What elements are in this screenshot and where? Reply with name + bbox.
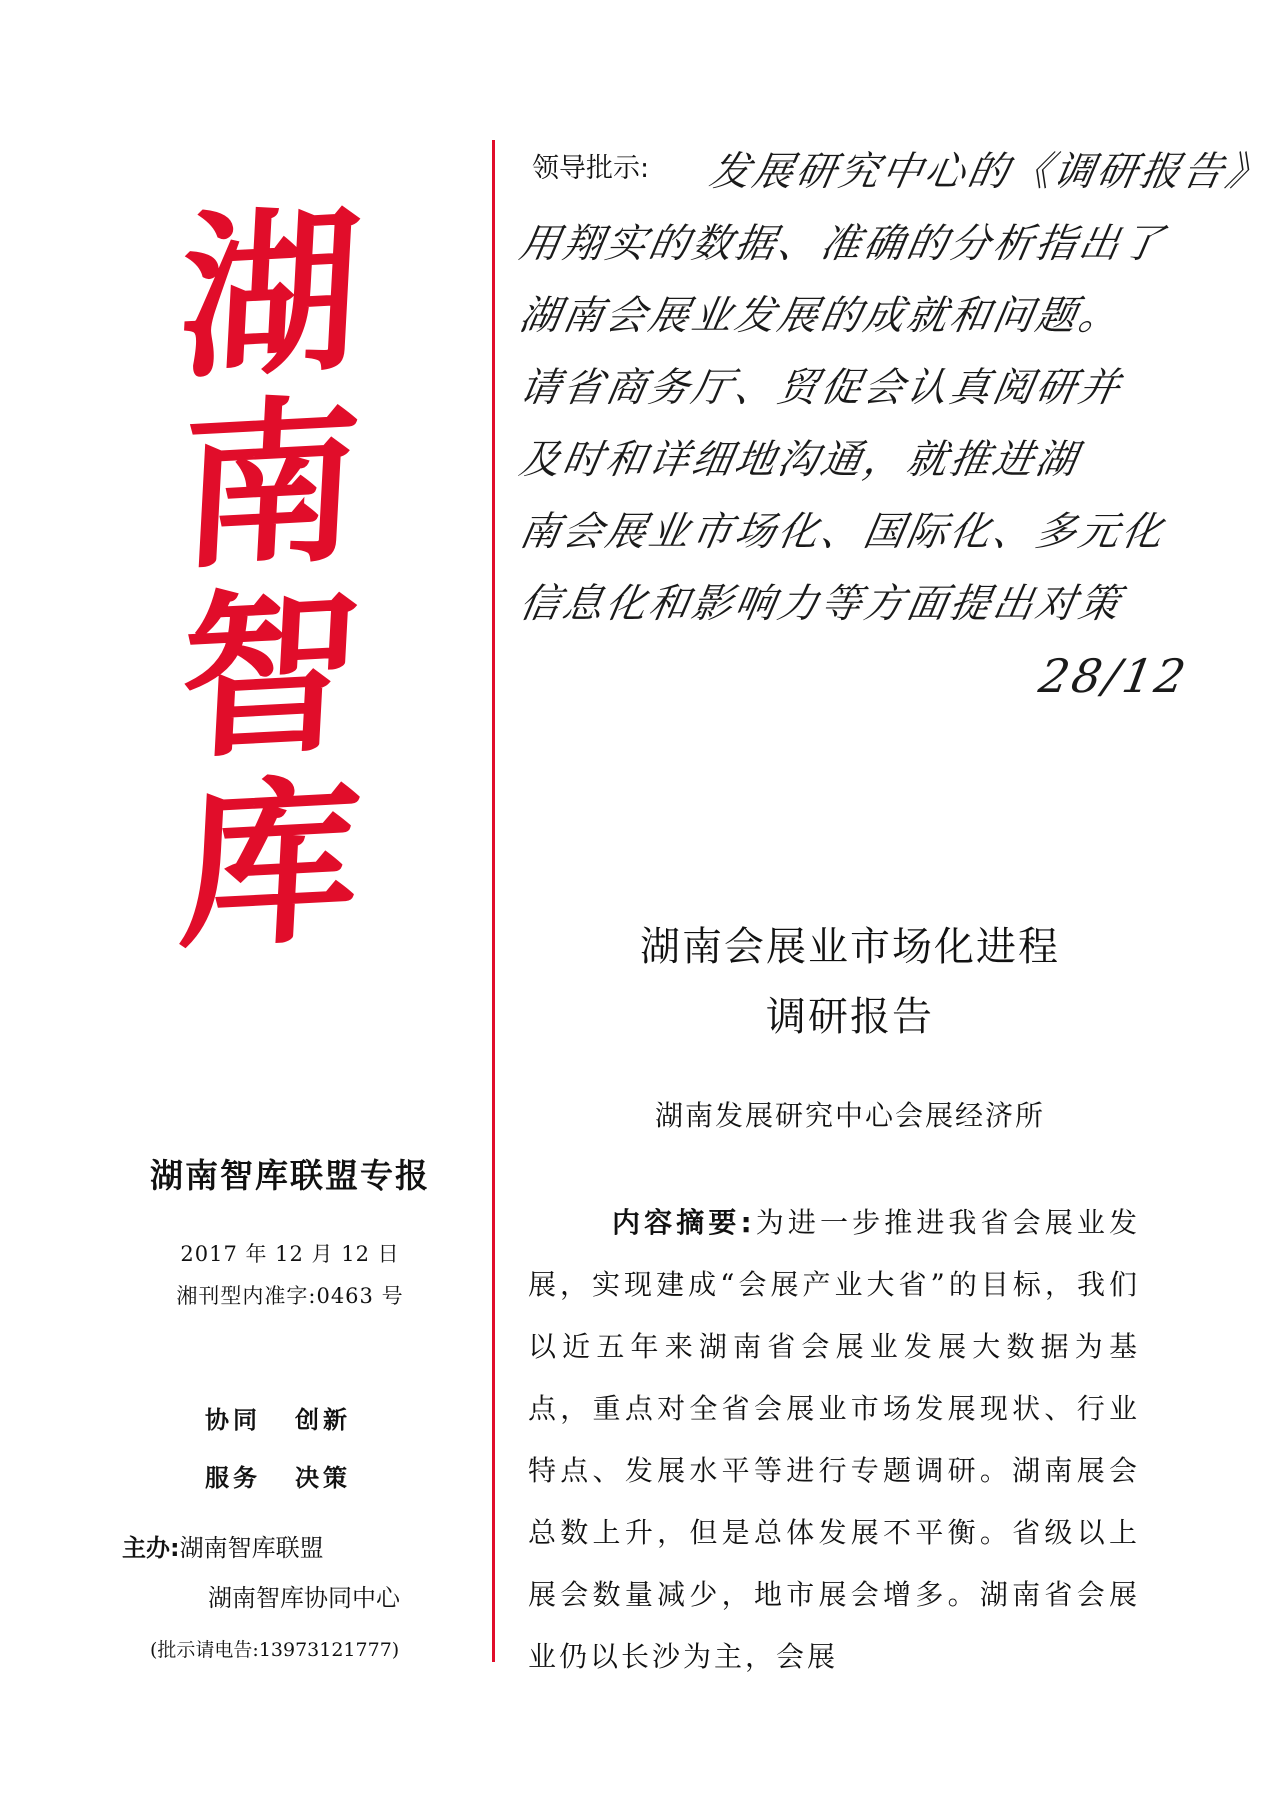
handwritten-line: 湖南会展业发展的成就和问题。 [515, 293, 1127, 339]
handwritten-line: 信息化和影响力等方面提出对策 [515, 581, 1127, 627]
handwritten-line: 请省商务厅、贸促会认真阅研并 [515, 365, 1127, 411]
masthead-char: 库 [175, 755, 365, 974]
masthead-logo [150, 185, 390, 974]
sponsor-org: 湖南智库联盟 [179, 1534, 324, 1562]
sponsor-contact: (批示请电告:13973121777) [150, 1639, 400, 1661]
abstract-text: 为进一步推进我省会展业发展，实现建成“会展产业大省”的目标，我们以近五年来湖南省会展业发展大数据为基点，重点对全省会展业市场发展现状、行业特点、发展水平等进行专题调研。湖南展会总数上升，但是总体发展不平衡。省级以上展会数量减少，地市展会增多。湖南省会展业仍以长沙为主，会展 [528, 1206, 1140, 1673]
left-column [0, 0, 490, 1810]
masthead-char: 南 [175, 375, 365, 594]
motto-word: 协同 [205, 1405, 261, 1434]
motto-word: 创新 [295, 1405, 351, 1434]
handwritten-instruction [515, 136, 1274, 712]
handwritten-line: 用翔实的数据、准确的分析指出了 [515, 221, 1170, 267]
sponsor-label: 主办: [122, 1534, 180, 1562]
masthead-char: 智 [175, 565, 365, 784]
instruction-label: 领导批示: [532, 153, 650, 184]
motto-word: 决策 [295, 1463, 351, 1492]
sponsor-block [122, 1523, 400, 1623]
handwritten-line: 及时和详细地沟通，就推进湖 [515, 437, 1084, 483]
sponsor-org: 湖南智库协同中心 [208, 1584, 400, 1612]
report-title [540, 912, 1160, 1052]
abstract-label: 内容摘要: [612, 1206, 755, 1239]
report-title-line: 调研报告 [766, 994, 934, 1040]
motto-word: 服务 [205, 1463, 261, 1492]
masthead-char: 湖 [175, 185, 365, 404]
vertical-divider [492, 140, 495, 1662]
abstract [528, 1192, 1140, 1688]
handwritten-date: 28/12 [1035, 649, 1193, 703]
report-author: 湖南发展研究中心会展经济所 [654, 1099, 1045, 1132]
handwritten-line: 南会展业市场化、国际化、多元化 [515, 509, 1170, 555]
issue-date: 2017 年 12 月 12 日 [180, 1242, 400, 1266]
right-column [515, 0, 1274, 1810]
motto-row [205, 1458, 351, 1493]
motto-row [205, 1400, 351, 1435]
report-title-line: 湖南会展业市场化进程 [640, 924, 1060, 970]
handwritten-line: 发展研究中心的《调研报告》 [705, 149, 1274, 195]
publication-permit: 湘刊型内准字:0463 号 [176, 1284, 404, 1308]
series-title: 湖南智库联盟专报 [150, 1156, 430, 1195]
